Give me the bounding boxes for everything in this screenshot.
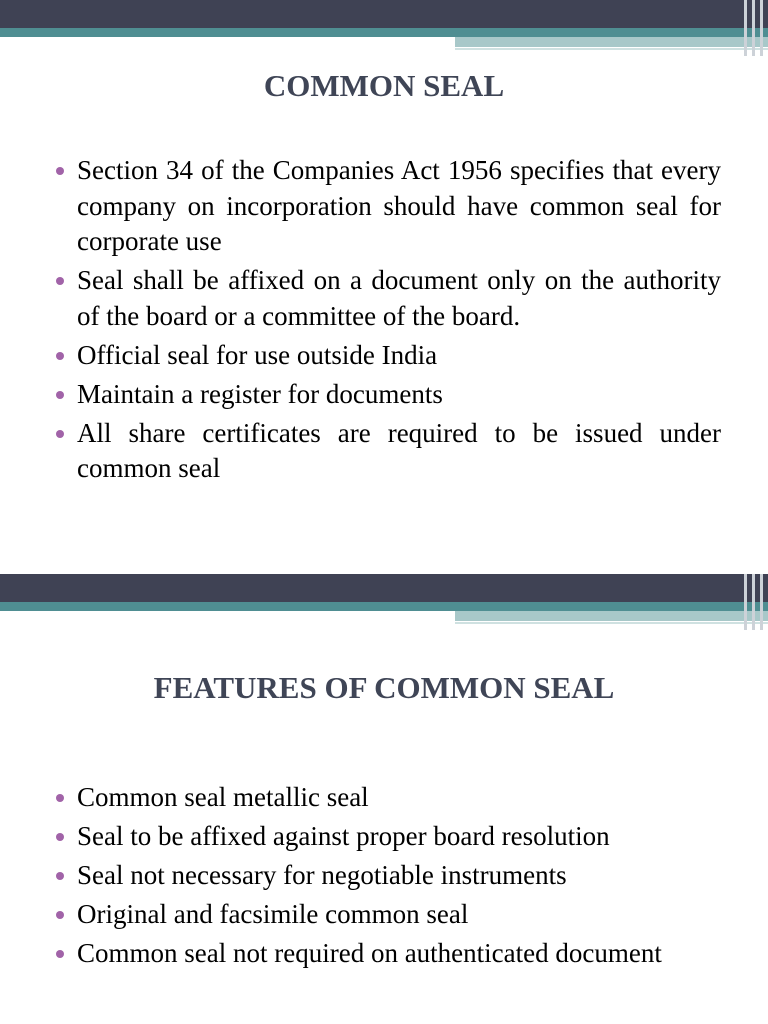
bullet-icon bbox=[56, 950, 64, 958]
list-item bbox=[44, 780, 721, 816]
bullet-text: Section 34 of the Companies Act 1956 specifies that every company on incorporation should have common seal for corporate use bbox=[77, 155, 721, 256]
bullet-icon bbox=[56, 352, 64, 360]
slide-features-of-common-seal bbox=[0, 574, 768, 1024]
list-item bbox=[44, 819, 721, 855]
bullet-text: All share certificates are required to be issued under common seal bbox=[77, 417, 721, 483]
bullet-text: Seal not necessary for negotiable instruments bbox=[77, 860, 567, 890]
bullet-list bbox=[44, 153, 721, 490]
slide-title: FEATURES OF COMMON SEAL bbox=[153, 670, 615, 705]
list-item bbox=[44, 936, 721, 972]
list-item bbox=[44, 897, 721, 933]
bullet-icon bbox=[56, 794, 64, 802]
list-item bbox=[44, 338, 721, 374]
bullet-text: Common seal not required on authenticated document bbox=[77, 938, 662, 968]
bullet-text: Official seal for use outside India bbox=[77, 339, 438, 370]
bullet-text: Maintain a register for documents bbox=[77, 378, 443, 409]
bullet-icon bbox=[56, 391, 64, 399]
bullet-icon bbox=[56, 167, 64, 175]
list-item bbox=[44, 416, 721, 487]
list-item bbox=[44, 153, 721, 260]
bullet-icon bbox=[56, 277, 64, 285]
list-item bbox=[44, 263, 721, 334]
bullet-icon bbox=[56, 833, 64, 841]
bullet-list bbox=[44, 780, 721, 975]
bullet-icon bbox=[56, 872, 64, 880]
bullet-text: Common seal metallic seal bbox=[77, 782, 369, 812]
bullet-icon bbox=[56, 430, 64, 438]
header-band bbox=[0, 0, 768, 56]
bullet-text: Seal shall be affixed on a document only on the authority of the board or a committee of the board. bbox=[77, 265, 721, 331]
slide-title: COMMON SEAL bbox=[263, 68, 505, 103]
bullet-icon bbox=[56, 911, 64, 919]
header-band bbox=[0, 574, 768, 630]
list-item bbox=[44, 858, 721, 894]
list-item bbox=[44, 377, 721, 413]
bullet-text: Original and facsimile common seal bbox=[77, 899, 469, 929]
bullet-text: Seal to be affixed against proper board resolution bbox=[77, 821, 610, 851]
